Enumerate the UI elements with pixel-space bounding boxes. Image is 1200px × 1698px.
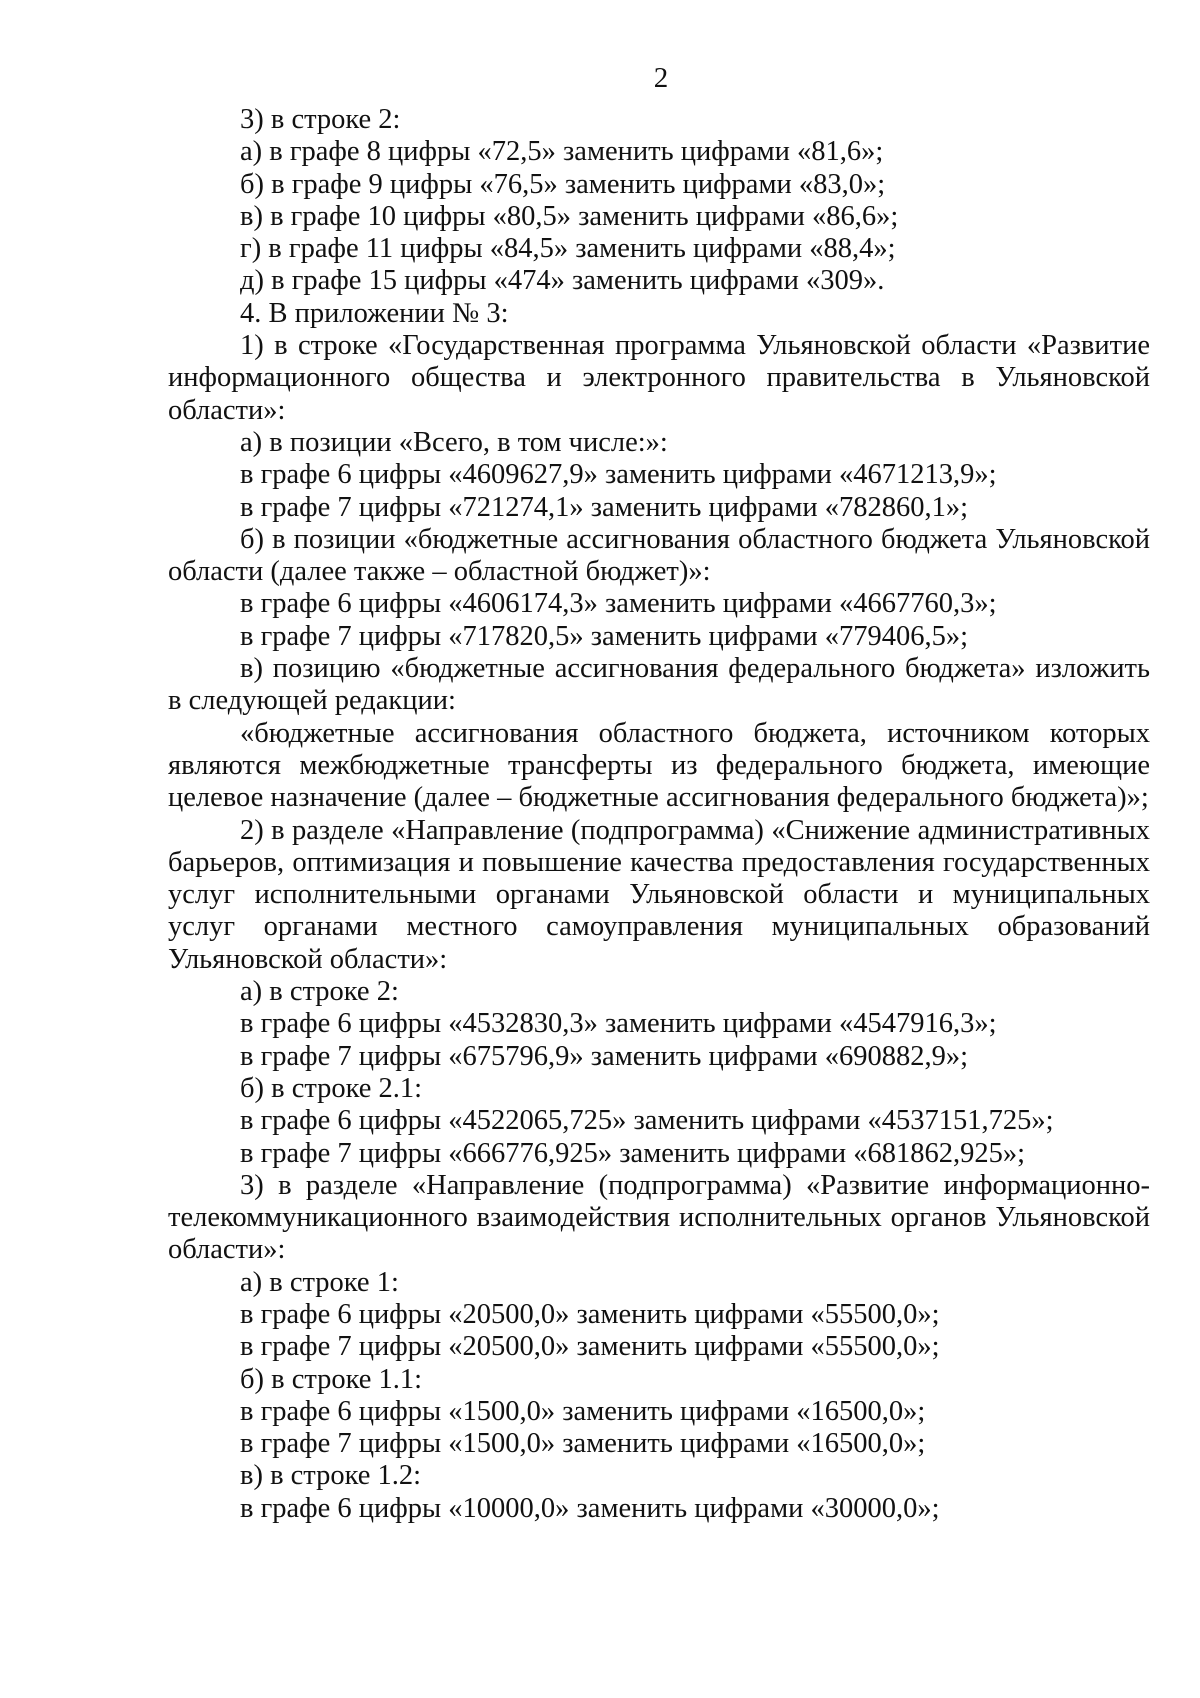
text-line: в графе 6 цифры «4609627,9» заменить цифрами «4671213,9»; [240, 459, 997, 491]
text-line: 4. В приложении № 3: [240, 297, 509, 329]
text-line: в графе 7 цифры «1500,0» заменить цифрами «16500,0»; [240, 1428, 926, 1460]
text-line: в графе 7 цифры «666776,925» заменить цифрами «681862,925»; [240, 1137, 1026, 1169]
text-line: в графе 6 цифры «20500,0» заменить цифрами «55500,0»; [240, 1298, 940, 1330]
text-line: в графе 6 цифры «4522065,725» заменить цифрами «4537151,725»; [240, 1105, 1054, 1137]
text-line: а) в позиции «Всего, в том числе:»: [240, 426, 668, 458]
text-line: в графе 6 цифры «10000,0» заменить цифрами «30000,0»; [240, 1492, 940, 1524]
text-paragraph: 2) в разделе «Направление (подпрограмма) «Снижение административных барьеров, оптимизация и повышение качества предоставления государственных услуг исполнительными органами Ульяновской области и муниципальных услуг органами местного самоуправления муниципальных образований Ульяновской области»: [168, 814, 1150, 975]
text-line: а) в строке 2: [240, 976, 399, 1008]
text-line: в) в строке 1.2: [240, 1460, 422, 1492]
text-line: б) в строке 2.1: [240, 1072, 423, 1104]
text-line: в графе 7 цифры «721274,1» заменить цифрами «782860,1»; [240, 491, 969, 523]
text-line: в графе 6 цифры «4606174,3» заменить цифрами «4667760,3»; [240, 588, 997, 620]
text-line: в графе 7 цифры «20500,0» заменить цифрами «55500,0»; [240, 1331, 940, 1363]
page-number: 2 [653, 62, 669, 94]
text-paragraph: 1) в строке «Государственная программа Ульяновской области «Развитие информационного общества и электронного правительства в Ульяновской области»: [168, 330, 1150, 426]
text-line: в графе 6 цифры «1500,0» заменить цифрами «16500,0»; [240, 1395, 926, 1427]
text-line: д) в графе 15 цифры «474» заменить цифрами «309». [240, 265, 885, 297]
text-line: а) в графе 8 цифры «72,5» заменить цифрами «81,6»; [240, 136, 884, 168]
text-line: в графе 7 цифры «717820,5» заменить цифрами «779406,5»; [240, 620, 969, 652]
text-line: 3) в строке 2: [240, 104, 401, 135]
text-line: а) в строке 1: [240, 1266, 399, 1298]
text-paragraph: в) позицию «бюджетные ассигнования федерального бюджета» изложить в следующей редакции: [168, 653, 1150, 717]
text-paragraph: 3) в разделе «Направление (подпрограмма) «Развитие информационно-телекоммуникационного взаимодействия исполнительных органов Ульяновской области»: [168, 1169, 1150, 1266]
text-line: б) в строке 1.1: [240, 1363, 423, 1395]
text-line: г) в графе 11 цифры «84,5» заменить цифрами «88,4»; [240, 233, 896, 265]
text-line: в) в графе 10 цифры «80,5» заменить цифрами «86,6»; [240, 200, 899, 232]
text-line: б) в графе 9 цифры «76,5» заменить цифрами «83,0»; [240, 168, 886, 200]
text-line: в графе 6 цифры «4532830,3» заменить цифрами «4547916,3»; [240, 1008, 997, 1040]
document-body [168, 104, 1150, 1525]
text-line: в графе 7 цифры «675796,9» заменить цифрами «690882,9»; [240, 1040, 969, 1072]
text-paragraph: б) в позиции «бюджетные ассигнования областного бюджета Ульяновской области (далее также – областной бюджет)»: [168, 523, 1150, 588]
text-paragraph: «бюджетные ассигнования областного бюджета, источником которых являются межбюджетные трансферты из федерального бюджета, имеющие целевое назначение (далее – бюджетные ассигнования федерального бюджета)»; [168, 717, 1150, 814]
